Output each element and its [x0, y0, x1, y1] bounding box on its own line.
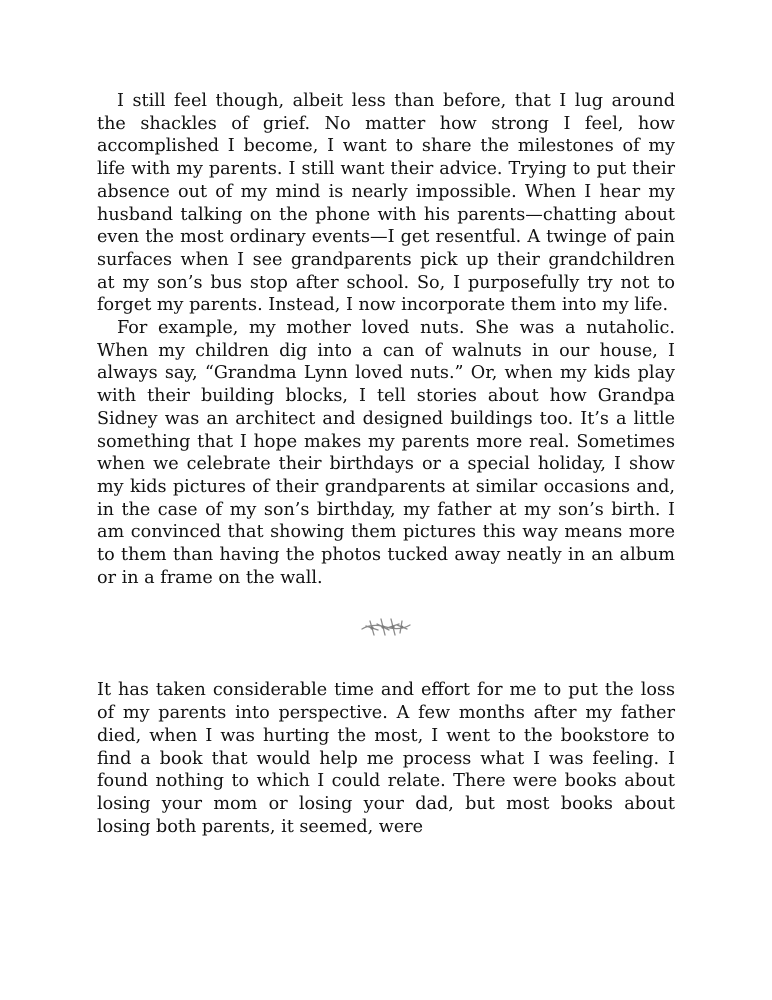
floral-ornament-icon: [360, 615, 412, 639]
body-paragraph-2: For example, my mother loved nuts. She was a nutaholic. When my children dig into a can of walnuts in our house, I always say, “Grandma Lynn loved nuts.” Or, when my kids play with their building blocks, I tell stories about how Grandpa Sidney was an architect and designed buildings too. It’s a little something that I hope makes my parents more real. Sometimes when we celebrate their birthdays or a special holiday, I show my kids pictures of their grandparents at similar occasions and, in the case of my son’s birthday, my father at my son’s birth. I am convinced that showing them pictures this way means more to them than having the photos tucked away neatly in an album or in a frame on the wall.: [97, 318, 675, 588]
body-paragraph-1: I still feel though, albeit less than before, that I lug around the shackles of grief. No matter how strong I feel, how accomplished I become, I want to share the milestones of my life with my parents. I still want their advice. Trying to put their absence out of my mind is nearly impossible. When I hear my husband talking on the phone with his parents—chatting about even the most ordinary events—I get resentful. A twinge of pain surfaces when I see grandparents pick up their grandchildren at my son’s bus stop after school. So, I purposefully try not to forget my parents. Instead, I now incorporate them into my life.: [97, 91, 675, 316]
book-page: [97, 90, 675, 838]
body-paragraph-3: It has taken considerable time and effort for me to put the loss of my parents into perspective. A few months after my father died, when I was hurting the most, I went to the bookstore to find a book that would help me process what I was feeling. I found nothing to which I could relate. There were books about losing your mom or losing your dad, but most books about losing both parents, it seemed, were: [97, 680, 675, 837]
section-after-break: [97, 679, 675, 838]
